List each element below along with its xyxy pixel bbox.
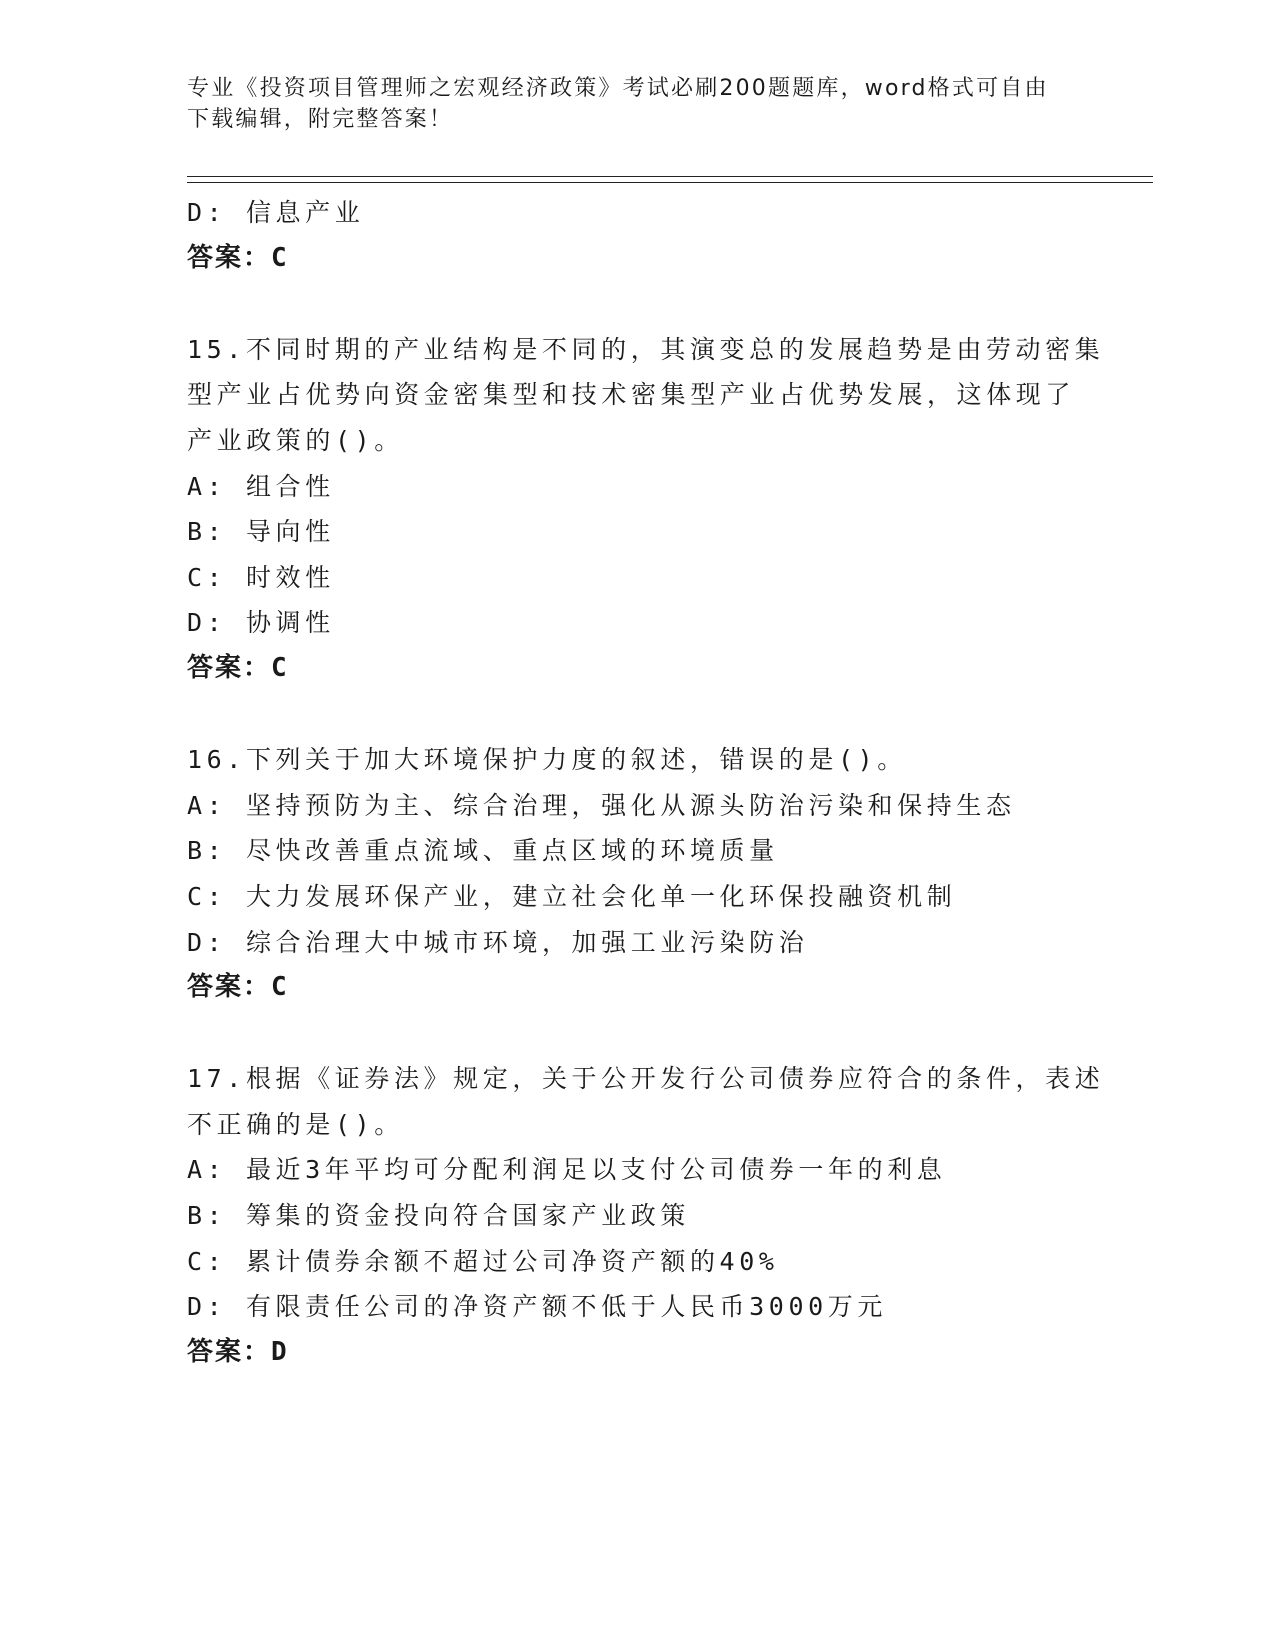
option-d: D: 有限责任公司的净资产额不低于人民币3000万元 (187, 1292, 887, 1322)
spacer (187, 692, 1087, 738)
answer: 答案：C (187, 652, 289, 683)
header-divider-bottom (187, 182, 1153, 183)
carryover-question (187, 190, 1087, 281)
header-divider-top (187, 176, 1153, 177)
spacer (187, 281, 1087, 327)
answer: 答案：C (187, 972, 289, 1003)
answer: 答案：C (187, 242, 289, 273)
question-stem-line: 型产业占优势向资金密集型和技术密集型产业占优势发展，这体现了 (187, 380, 1076, 410)
option-a: A: 最近3年平均可分配利润足以支付公司债券一年的利息 (187, 1155, 947, 1185)
option-b: B: 导向性 (187, 517, 335, 547)
option-a: A: 坚持预防为主、综合治理，强化从源头防治污染和保持生态 (187, 790, 1016, 820)
header-line-1: 专业《投资项目管理师之宏观经济政策》考试必刷200题题库，word格式可自由 (187, 76, 1049, 101)
question-17 (187, 1056, 1105, 1375)
question-stem-line: 17.根据《证券法》规定，关于公开发行公司债券应符合的条件，表述 (187, 1064, 1105, 1094)
option-b: B: 筹集的资金投向符合国家产业政策 (187, 1201, 690, 1231)
answer: 答案：D (187, 1336, 289, 1367)
option-d: D: 协调性 (187, 608, 335, 638)
question-stem-line: 16.下列关于加大环境保护力度的叙述，错误的是()。 (187, 745, 907, 775)
header-line-2: 下载编辑，附完整答案！ (187, 107, 454, 132)
option-c: C: 时效性 (187, 562, 335, 592)
spacer (187, 1011, 1087, 1057)
question-stem-line: 不正确的是()。 (187, 1109, 404, 1139)
question-16 (187, 737, 1087, 1011)
option-d: D: 信息产业 (187, 198, 365, 227)
option-a: A: 组合性 (187, 471, 335, 501)
document-header (187, 73, 1067, 135)
question-body (187, 190, 1105, 1375)
option-d: D: 综合治理大中城市环境，加强工业污染防治 (187, 927, 809, 957)
option-c: C: 累计债券余额不超过公司净资产额的40% (187, 1246, 779, 1276)
question-stem-line: 产业政策的()。 (187, 425, 404, 455)
option-c: C: 大力发展环保产业，建立社会化单一化环保投融资机制 (187, 881, 957, 911)
question-15 (187, 327, 1105, 692)
option-b: B: 尽快改善重点流域、重点区域的环境质量 (187, 836, 779, 866)
question-stem-line: 15.不同时期的产业结构是不同的，其演变总的发展趋势是由劳动密集 (187, 334, 1105, 364)
